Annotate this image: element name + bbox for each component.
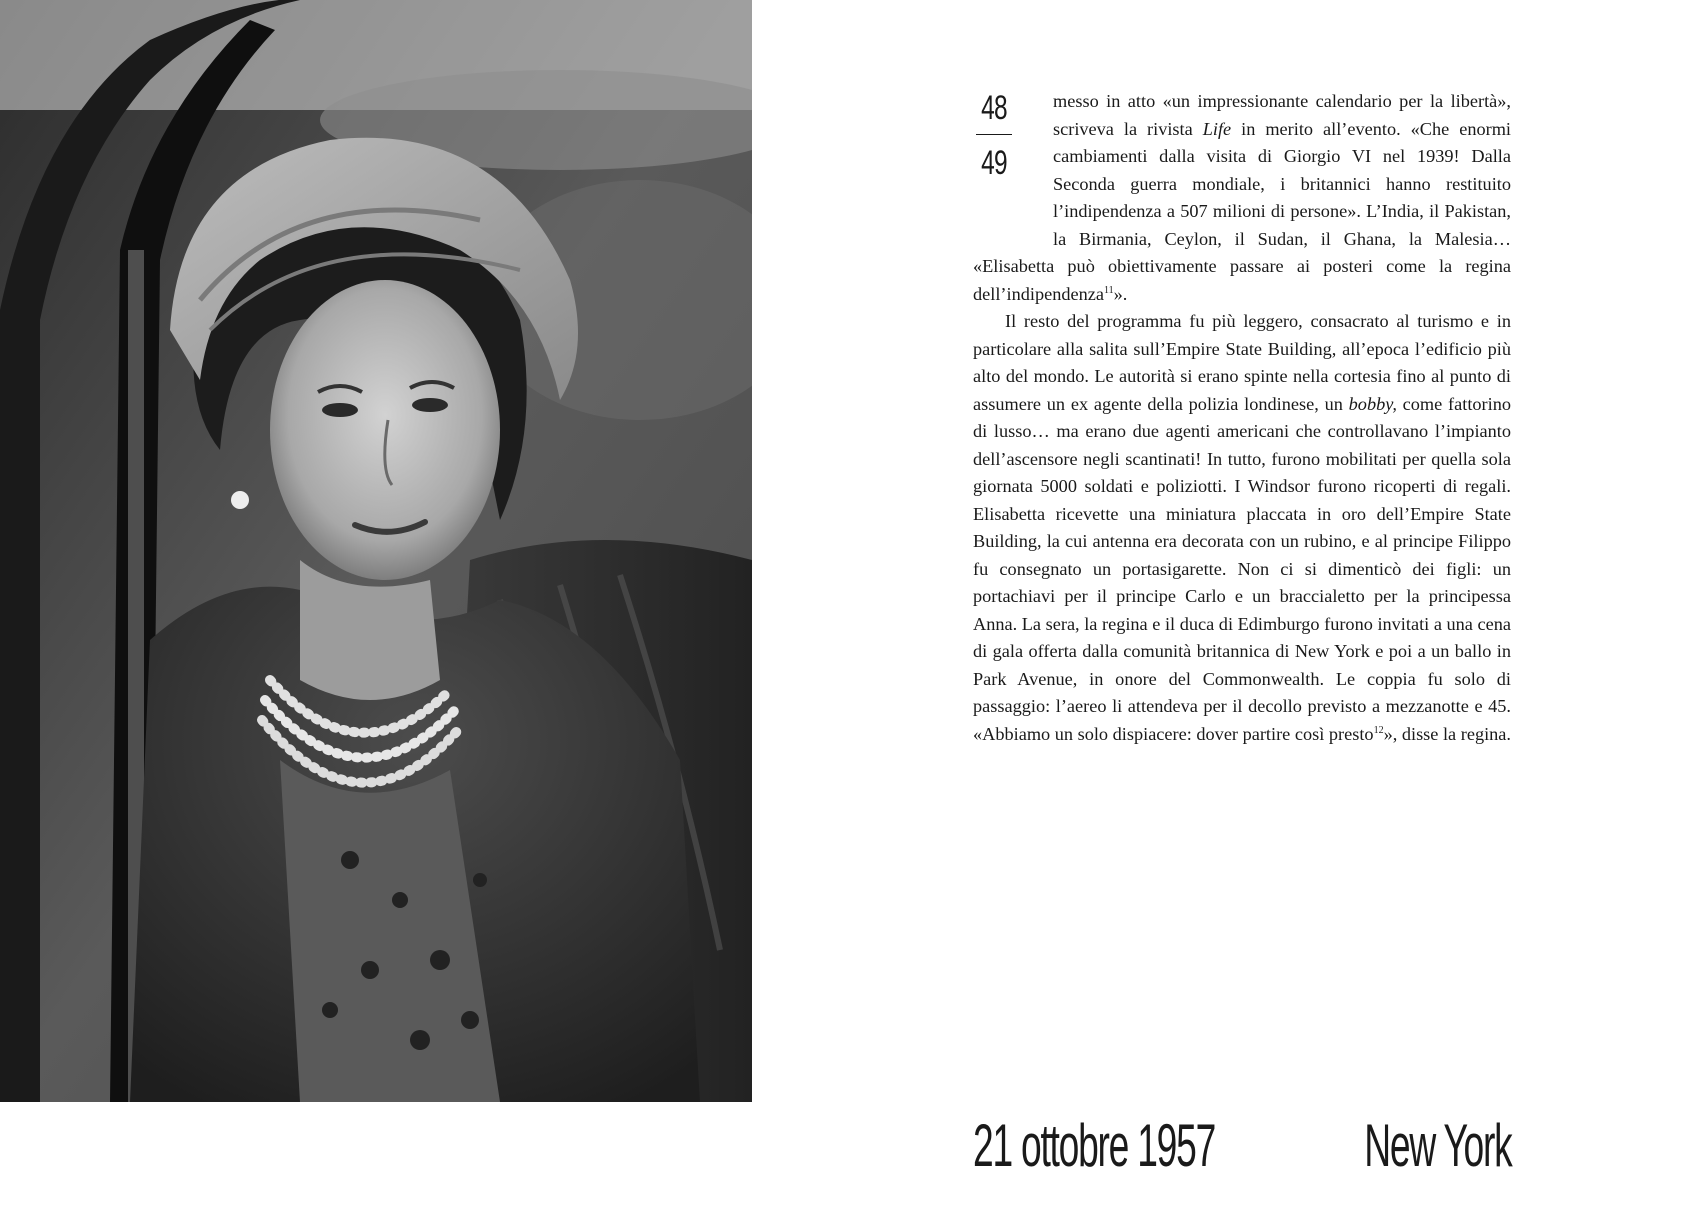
magazine-title: Life	[1202, 118, 1232, 139]
bobby-term: bobby,	[1348, 393, 1397, 414]
paragraph-2-text-c: », disse la regina.	[1383, 723, 1511, 744]
portrait-photo-icon	[0, 0, 752, 1102]
footnote-ref-12: 12	[1373, 724, 1384, 736]
footnote-ref-11: 11	[1103, 284, 1114, 296]
footer-place: New York	[1363, 1112, 1511, 1179]
paragraph-1-text-c: ».	[1113, 283, 1128, 304]
paragraph-2-text-b: come fattorino di lusso… ma erano due agenti americani che controllavano l’impianto dell’ascensore negli scantinati! In tutto, furono mobilitati per quella sola giornata 5000 soldati e poliziotti. I Windsor furono ricoperti di regali. Elisabetta ricevette una miniatura placcata in oro dell’Empire State Building, la cui antenna era decorata con un rubino, e al principe Filippo fu consegnato un portasigarette. Non ci si dimenticò dei figli: un portachiavi per il principe Carlo e un braccialetto per la principessa Anna. La sera, la regina e il duca di Edimburgo furono invitati a una cena di gala offerta dalla comunità britannica di New York e poi a un ballo in Park Avenue, in onore del Commonwealth. Le coppia fu solo di passaggio: l’aereo li attendeva per il decollo previsto a mezzanotte e 45. «Abbiamo un solo dispiacere: dover partire così presto	[973, 393, 1511, 744]
paragraph-1	[973, 88, 1511, 308]
body-text	[973, 88, 1511, 748]
paragraph-2-text-a: Il resto del programma fu più leggero, consacrato al turismo e in particolare alla salita sull’Empire State Building, all’epoca l’edificio più alto del mondo. Le autorità si erano spinte nella cortesia fino al punto di assumere un ex agente della polizia londinese, un	[973, 311, 1511, 414]
portrait-photo	[0, 0, 752, 1102]
page-number-right: 49	[981, 144, 1007, 182]
footer-date: 21 ottobre 1957	[973, 1112, 1216, 1179]
folio-space	[973, 88, 1053, 253]
page-number-left: 48	[981, 89, 1007, 127]
paragraph-1-text-a: messo in atto «un impressionante calendario per la libertà», scriveva la rivista	[1053, 91, 1511, 139]
paragraph-1-text-b: in merito all’evento. «Che enormi cambiamenti dalla visita di Giorgio VI nel 1939! Dalla Seconda guerra mondiale, i britannici hanno restituito l’indipendenza a 507 milioni di persone». L’India, il Pakistan, la Birmania, Ceylon, il Sudan, il Ghana, la Malesia… «Elisabetta può obiettivamente passare ai posteri come la regina dell’indipendenza	[973, 118, 1511, 304]
paragraph-2	[973, 308, 1511, 748]
